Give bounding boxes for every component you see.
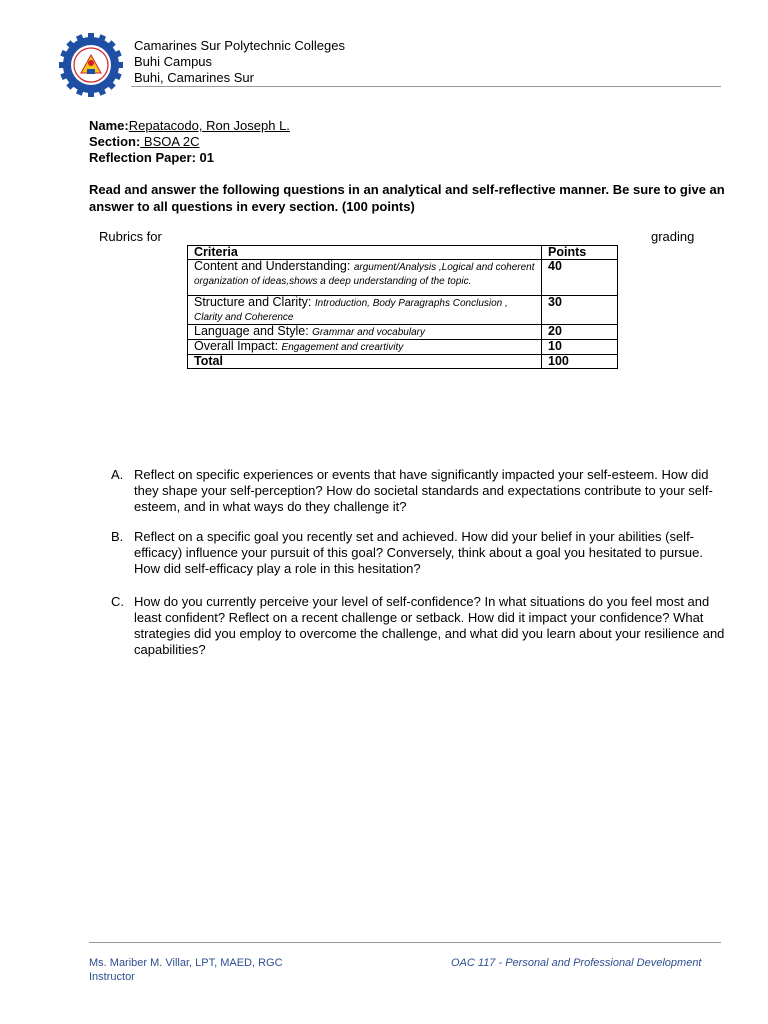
institution-name: Camarines Sur Polytechnic Colleges (134, 38, 345, 53)
rubric-table (187, 245, 618, 369)
header-divider (131, 86, 721, 87)
name-line (89, 118, 290, 134)
name-label: Name: (89, 118, 129, 133)
question-letter: B. (111, 529, 124, 544)
instructor-name: Ms. Mariber M. Villar, LPT, MAED, RGC (89, 957, 283, 969)
rubric-label-right: grading (651, 229, 695, 244)
criterion-name: Overall Impact: (194, 339, 282, 353)
points-cell: 20 (542, 325, 618, 340)
criterion-description: argument/Analysis ,Logical and coherent organization of ideas,shows a deep understanding of the topic. (194, 262, 535, 287)
criterion-description: Introduction, Body Paragraphs Conclusion , Clarity and Coherence (194, 298, 508, 323)
question-letter: C. (111, 594, 124, 609)
total-row (188, 355, 618, 369)
reflection-paper-line (89, 150, 214, 166)
reflection-paper-label: Reflection Paper: 01 (89, 150, 214, 165)
instructor-role: Instructor (89, 971, 135, 983)
total-points: 100 (542, 355, 618, 369)
points-cell: 10 (542, 340, 618, 355)
criterion-cell (188, 325, 542, 340)
table-row (188, 340, 618, 355)
question-letter: A. (111, 467, 124, 482)
instructions-text: Read and answer the following questions in an analytical and self-reflective manner. Be sure to give an answer to all questions in every section. (100 points) (89, 182, 725, 214)
question-text: Reflect on a specific goal you recently set and achieved. How did your belief in your abilities (self-efficacy) influence your pursuit of this goal? Conversely, think about a goal you hesitated to pursue. How did self-efficacy play a role in this hesitation? (134, 529, 703, 576)
points-cell: 40 (542, 260, 618, 296)
points-header: Points (542, 246, 618, 260)
section-value: BSOA 2C (140, 134, 200, 149)
criterion-name: Structure and Clarity: (194, 295, 315, 309)
criterion-cell (188, 260, 542, 296)
section-label: Section: (89, 134, 141, 149)
criterion-description: Grammar and vocabulary (312, 327, 425, 338)
criterion-cell (188, 340, 542, 355)
criterion-name: Content and Understanding: (194, 259, 354, 273)
table-row (188, 296, 618, 325)
rubric-label-left: Rubrics for (99, 229, 162, 244)
college-seal-logo (59, 33, 123, 97)
criteria-header: Criteria (188, 246, 542, 260)
name-value: Repatacodo, Ron Joseph L. (128, 118, 290, 133)
criterion-description: Engagement and creartivity (281, 342, 404, 353)
question-text: How do you currently perceive your level of self-confidence? In what situations do you feel most and least confident? Reflect on a recent challenge or setback. How did it impact your confidence? What strategies did you employ to overcome the challenge, and what did you learn about your resilience and capabilities? (134, 594, 725, 657)
footer-divider (89, 942, 721, 943)
criterion-name: Language and Style: (194, 324, 313, 338)
course-title: OAC 117 - Personal and Professional Development (451, 957, 702, 969)
question-text: Reflect on specific experiences or events that have significantly impacted your self-esteem. How did they shape your self-perception? How do societal standards and expectations contribute to your self-esteem, and in what ways do they challenge it? (134, 467, 713, 514)
total-label: Total (188, 355, 542, 369)
campus-name: Buhi Campus (134, 54, 213, 69)
criterion-cell (188, 296, 542, 325)
table-row (188, 260, 618, 296)
points-cell: 30 (542, 296, 618, 325)
section-line (89, 134, 200, 150)
rubric-header-row (188, 246, 618, 260)
table-row (188, 325, 618, 340)
campus-location: Buhi, Camarines Sur (134, 70, 254, 85)
